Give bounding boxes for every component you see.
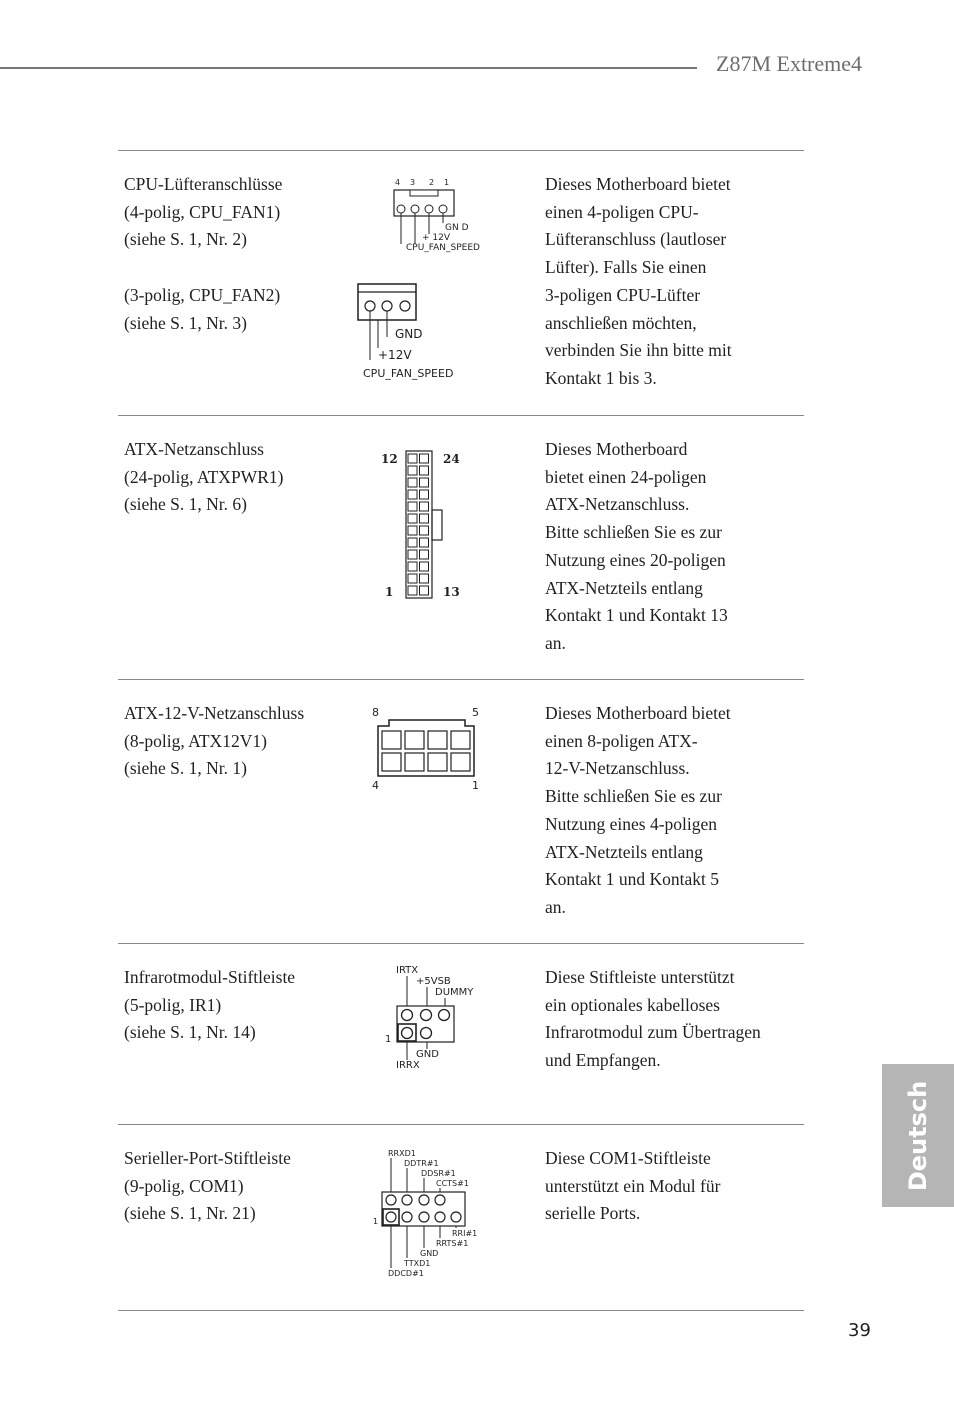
pin-label: 13 xyxy=(443,585,460,599)
pin xyxy=(420,586,429,595)
pin-label: DUMMY xyxy=(435,987,474,998)
label-line: Serieller-Port-Stiftleiste xyxy=(124,1148,291,1168)
desc-line: Lüfteranschluss (lautloser xyxy=(545,229,727,250)
pin-label: +5VSB xyxy=(416,976,451,987)
pin xyxy=(420,562,429,571)
label-line: (siehe S. 1, Nr. 6) xyxy=(124,494,247,515)
pin-label: TTXD1 xyxy=(404,1259,431,1268)
side-tab-label: Deutsch xyxy=(904,1080,932,1191)
desc-line: einen 4-poligen CPU- xyxy=(545,201,699,222)
pin xyxy=(382,753,401,771)
pin-number: 2 xyxy=(429,178,435,187)
pin xyxy=(451,753,470,771)
header-rule xyxy=(0,67,697,69)
pin xyxy=(402,1028,413,1039)
header-title: Z87M Extreme4 xyxy=(716,51,863,76)
section-divider xyxy=(118,150,804,151)
pin xyxy=(428,753,447,771)
desc-line: Nutzung eines 4-poligen xyxy=(545,813,718,834)
pin xyxy=(420,550,429,559)
section-divider xyxy=(118,943,804,944)
pin-grid xyxy=(408,454,429,595)
desc-line: ATX-Netzteils entlang xyxy=(545,577,703,598)
pin xyxy=(408,502,417,511)
pin-label: CCTS#1 xyxy=(436,1179,469,1188)
cpu-fan-label xyxy=(124,171,374,337)
pin xyxy=(420,514,429,523)
atx12v-description xyxy=(545,700,795,922)
pin xyxy=(451,731,470,749)
pin-grid xyxy=(382,731,470,771)
cpu-fan-description xyxy=(545,171,795,393)
ir-header-label xyxy=(124,964,374,1047)
section-divider xyxy=(118,679,804,680)
desc-line: Nutzung eines 20-poligen xyxy=(545,549,726,570)
pin-label: GND xyxy=(395,327,423,341)
pin xyxy=(420,490,429,499)
cpu-fan2-diagram xyxy=(356,282,496,382)
desc-line: einen 8-poligen ATX- xyxy=(545,730,698,751)
pin-grid xyxy=(382,1192,465,1226)
pin-label: IRTX xyxy=(396,965,419,976)
pin xyxy=(408,562,417,571)
label-line: (24-polig, ATXPWR1) xyxy=(124,466,284,487)
pin xyxy=(408,538,417,547)
ir-header-diagram xyxy=(380,962,490,1072)
pin xyxy=(397,205,405,213)
pin-label: DDSR#1 xyxy=(421,1169,456,1178)
pin xyxy=(420,478,429,487)
pin-label: 1 xyxy=(373,1217,379,1226)
atx12v-label xyxy=(124,700,374,783)
pin xyxy=(408,586,417,595)
section-divider xyxy=(118,415,804,416)
pin-label: +12V xyxy=(378,348,412,362)
pin xyxy=(408,514,417,523)
desc-line: unterstützt ein Modul für xyxy=(545,1175,721,1196)
pin-label: RRTS#1 xyxy=(436,1239,469,1248)
desc-line: Bitte schließen Sie es zur xyxy=(545,522,722,543)
desc-line: Infrarotmodul zum Übertragen xyxy=(545,1022,761,1043)
atx24-diagram xyxy=(378,450,478,602)
section-divider xyxy=(118,1124,804,1125)
pin xyxy=(420,502,429,511)
desc-line: Dieses Motherboard xyxy=(545,439,688,459)
pin-grid xyxy=(397,1006,454,1042)
desc-line: an. xyxy=(545,896,566,917)
pin xyxy=(408,466,417,475)
desc-line: an. xyxy=(545,632,566,653)
atx12v-diagram xyxy=(368,704,488,794)
desc-line: Kontakt 1 und Kontakt 13 xyxy=(545,605,728,626)
label-line: Infrarotmodul-Stiftleiste xyxy=(124,967,296,987)
desc-line: Lüfter). Falls Sie einen xyxy=(545,257,707,278)
pin-label: CPU_FAN_SPEED xyxy=(406,243,480,253)
ir-header-description xyxy=(545,964,805,1075)
section-divider xyxy=(118,1310,804,1311)
pin xyxy=(421,1028,432,1039)
pin-label: GND xyxy=(420,1249,439,1258)
pin xyxy=(386,1195,396,1205)
pin xyxy=(400,301,410,311)
pin-label: 5 xyxy=(472,706,479,719)
pin xyxy=(451,1212,461,1222)
desc-line: 3-poligen CPU-Lüfter xyxy=(545,284,701,305)
pin xyxy=(420,454,429,463)
pin xyxy=(408,574,417,583)
pin xyxy=(439,205,447,213)
desc-line: 12-V-Netzanschluss. xyxy=(545,758,690,779)
label-line: (siehe S. 1, Nr. 1) xyxy=(124,758,247,779)
pin xyxy=(420,538,429,547)
pin-number: 1 xyxy=(444,178,450,187)
label-line: CPU-Lüfteranschlüsse xyxy=(124,174,283,194)
pin xyxy=(402,1010,413,1021)
label-line: (siehe S. 1, Nr. 21) xyxy=(124,1203,256,1224)
pin-number: 3 xyxy=(410,178,416,187)
label-line: (siehe S. 1, Nr. 3) xyxy=(124,312,247,333)
pin-label: RRI#1 xyxy=(452,1229,478,1238)
pin xyxy=(419,1195,429,1205)
label-line: ATX-12-V-Netzanschluss xyxy=(124,703,305,723)
pin xyxy=(435,1195,445,1205)
pin-label: 12 xyxy=(381,452,398,466)
pin-label: 4 xyxy=(372,779,379,792)
label-line: (3-polig, CPU_FAN2) xyxy=(124,284,281,305)
label-line: (9-polig, COM1) xyxy=(124,1175,244,1196)
pin-label: RRXD1 xyxy=(388,1149,416,1158)
pin xyxy=(408,454,417,463)
desc-line: Diese Stiftleiste unterstützt xyxy=(545,967,735,987)
desc-line: ATX-Netzteils entlang xyxy=(545,841,703,862)
pin xyxy=(405,731,424,749)
pin xyxy=(420,526,429,535)
language-side-tab xyxy=(882,1064,954,1207)
atx-power-label xyxy=(124,436,374,519)
label-line: ATX-Netzanschluss xyxy=(124,439,264,459)
pin xyxy=(382,301,392,311)
pin-label: 1 xyxy=(385,1034,392,1045)
label-gap xyxy=(124,254,374,282)
pin xyxy=(420,466,429,475)
pin xyxy=(408,550,417,559)
desc-line: Diese COM1-Stiftleiste xyxy=(545,1148,711,1168)
desc-line: Dieses Motherboard bietet xyxy=(545,703,731,723)
label-line: (8-polig, ATX12V1) xyxy=(124,730,267,751)
pin-label: GN D xyxy=(445,223,469,233)
pin-label: 24 xyxy=(443,452,460,466)
desc-line: verbinden Sie ihn bitte mit xyxy=(545,340,732,361)
connector-body xyxy=(378,720,474,776)
connector-latch xyxy=(432,510,442,540)
pin xyxy=(405,753,424,771)
pin xyxy=(421,1010,432,1021)
desc-line: Dieses Motherboard bietet xyxy=(545,174,731,194)
label-line: (siehe S. 1, Nr. 2) xyxy=(124,229,247,250)
pin-label: CPU_FAN_SPEED xyxy=(363,367,454,380)
pin-label: IRRX xyxy=(396,1060,420,1071)
desc-line: Kontakt 1 bis 3. xyxy=(545,367,657,388)
pin-label: 8 xyxy=(372,706,379,719)
pin-label: GND xyxy=(416,1049,439,1060)
pin xyxy=(411,205,419,213)
desc-line: Kontakt 1 und Kontakt 5 xyxy=(545,869,720,890)
pin xyxy=(402,1195,412,1205)
pin xyxy=(425,205,433,213)
label-line: (5-polig, IR1) xyxy=(124,994,222,1015)
pin-number: 4 xyxy=(395,178,401,187)
pin xyxy=(408,526,417,535)
desc-line: anschließen möchten, xyxy=(545,312,697,333)
pin-label: + 12V xyxy=(422,233,451,243)
desc-line: Bitte schließen Sie es zur xyxy=(545,786,722,807)
desc-line: ATX-Netzanschluss. xyxy=(545,494,690,515)
pin xyxy=(382,731,401,749)
pin xyxy=(428,731,447,749)
pin xyxy=(408,478,417,487)
pin-label: 1 xyxy=(385,585,394,599)
cpu-fan1-diagram xyxy=(388,174,508,254)
pin xyxy=(420,574,429,583)
com-header-label xyxy=(124,1145,374,1228)
com-header-description xyxy=(545,1145,795,1228)
pin-label: DDTR#1 xyxy=(404,1159,439,1168)
pin xyxy=(408,490,417,499)
desc-line: und Empfangen. xyxy=(545,1050,661,1071)
label-line: (4-polig, CPU_FAN1) xyxy=(124,201,281,222)
desc-line: serielle Ports. xyxy=(545,1203,641,1224)
pin-label: 1 xyxy=(472,779,479,792)
atx-power-description xyxy=(545,436,795,658)
pin xyxy=(439,1010,450,1021)
page-number: 39 xyxy=(848,1320,871,1341)
com-header-diagram xyxy=(370,1146,500,1282)
pin xyxy=(435,1212,445,1222)
pin xyxy=(386,1212,396,1222)
pin xyxy=(365,301,375,311)
pin-label: DDCD#1 xyxy=(388,1269,424,1278)
connector-key xyxy=(410,190,438,196)
pin xyxy=(419,1212,429,1222)
desc-line: ein optionales kabelloses xyxy=(545,994,720,1015)
pin xyxy=(402,1212,412,1222)
label-line: (siehe S. 1, Nr. 14) xyxy=(124,1022,256,1043)
desc-line: bietet einen 24-poligen xyxy=(545,466,707,487)
